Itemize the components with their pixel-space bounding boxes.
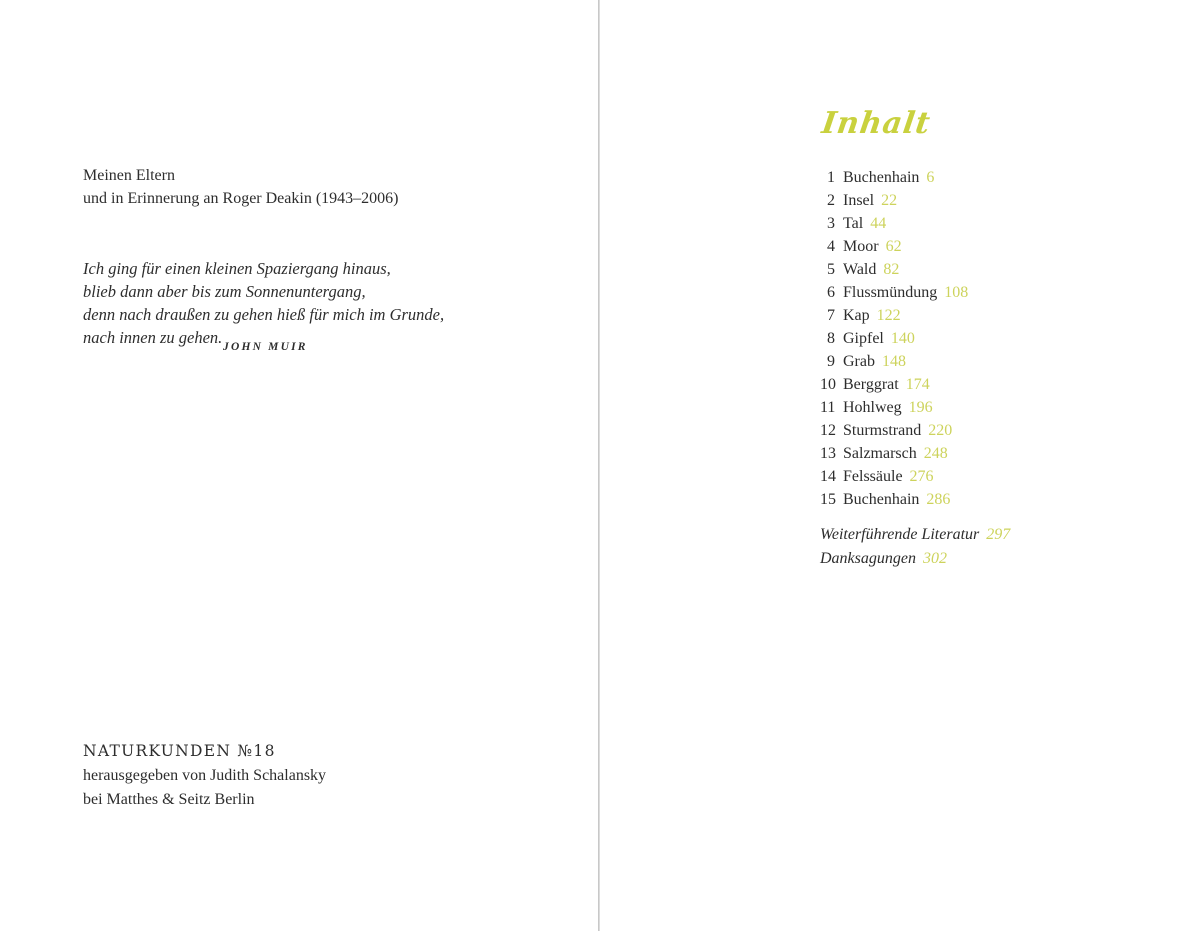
quote-line: Ich ging für einen kleinen Spaziergang hinaus, [83,259,391,278]
dedication-line: und in Erinnerung an Roger Deakin (1943–2006) [83,190,399,207]
toc-entry [820,235,968,258]
toc-entry [820,350,968,373]
chapter-number: 11 [820,399,836,416]
toc-entry [820,373,968,396]
chapter-title: Berggrat [843,376,899,393]
chapter-number: 14 [820,468,836,485]
chapter-page-number: 174 [905,376,930,393]
quote-line: blieb dann aber bis zum Sonnenuntergang, [83,282,366,301]
colophon [83,739,326,813]
chapter-title: Buchenhain [843,169,920,186]
chapter-number: 9 [827,353,835,370]
chapter-title: Kap [843,307,870,324]
left-page [0,0,598,931]
chapter-number: 12 [820,422,836,439]
quote-line: denn nach draußen zu gehen hieß für mich im Grunde, [83,305,445,324]
chapter-page-number: 248 [923,445,948,462]
chapter-page-number: 220 [928,422,953,439]
chapter-title: Buchenhain [843,491,920,508]
toc-heading: Inhalt [819,106,933,141]
chapter-title: Hohlweg [843,399,902,416]
chapter-page-number: 140 [890,330,915,347]
chapter-title: Salzmarsch [843,445,917,462]
chapter-page-number: 44 [870,215,887,232]
appendix-page-number: 302 [922,549,947,567]
chapter-title: Tal [843,215,864,232]
toc-entry [820,258,968,281]
chapter-page-number: 6 [926,169,935,186]
chapter-number: 8 [827,330,835,347]
chapter-number: 15 [820,491,836,508]
chapter-number: 3 [827,215,835,232]
chapter-page-number: 22 [881,192,898,209]
quote-line: nach innen zu gehen. [83,328,223,347]
chapter-title: Sturmstrand [843,422,922,439]
colophon-line: bei Matthes & Seitz Berlin [83,791,255,808]
appendix-entry [820,547,1010,571]
chapter-number: 7 [827,307,835,324]
chapter-title: Moor [843,238,879,255]
toc-entry [820,396,968,419]
chapter-number: 10 [820,376,836,393]
chapter-page-number: 148 [881,353,906,370]
toc-entry [820,166,968,189]
chapter-title: Grab [843,353,875,370]
chapter-page-number: 286 [926,491,951,508]
toc-entry [820,212,968,235]
chapter-title: Flussmündung [843,284,938,301]
toc-appendix [820,523,1010,570]
dedication [83,164,398,210]
dedication-line: Meinen Eltern [83,167,175,184]
toc-entry [820,488,968,511]
appendix-page-number: 297 [986,526,1011,543]
chapter-title: Felssäule [843,468,903,485]
chapter-title: Wald [843,261,877,278]
chapter-number: 2 [827,192,835,209]
toc-list [820,166,968,511]
series-title: NATURKUNDEN №18 [83,742,276,760]
chapter-page-number: 196 [908,399,933,416]
toc-entry [820,281,968,304]
appendix-entry [820,523,1010,547]
chapter-number: 1 [827,169,835,186]
chapter-title: Gipfel [843,330,884,347]
toc-entry [820,189,968,212]
toc-entry [820,419,968,442]
quote-attribution: JOHN MUIR [223,341,308,353]
chapter-number: 5 [827,261,835,278]
chapter-title: Insel [843,192,875,209]
colophon-line: herausgegeben von Judith Schalansky [83,766,327,784]
chapter-page-number: 62 [885,238,902,255]
chapter-page-number: 108 [944,284,969,301]
chapter-number: 13 [820,445,836,462]
toc-entry [820,304,968,327]
chapter-page-number: 122 [876,307,901,324]
toc-entry [820,442,968,465]
toc-entry [820,465,968,488]
epigraph-quote [83,257,444,349]
chapter-page-number: 82 [883,261,900,278]
toc-entry [820,327,968,350]
right-page [600,0,1200,931]
chapter-number: 6 [827,284,835,301]
chapter-page-number: 276 [909,468,934,485]
chapter-number: 4 [827,238,835,255]
appendix-title: Weiterführende Literatur [820,526,980,543]
appendix-title: Danksagungen [820,549,916,567]
